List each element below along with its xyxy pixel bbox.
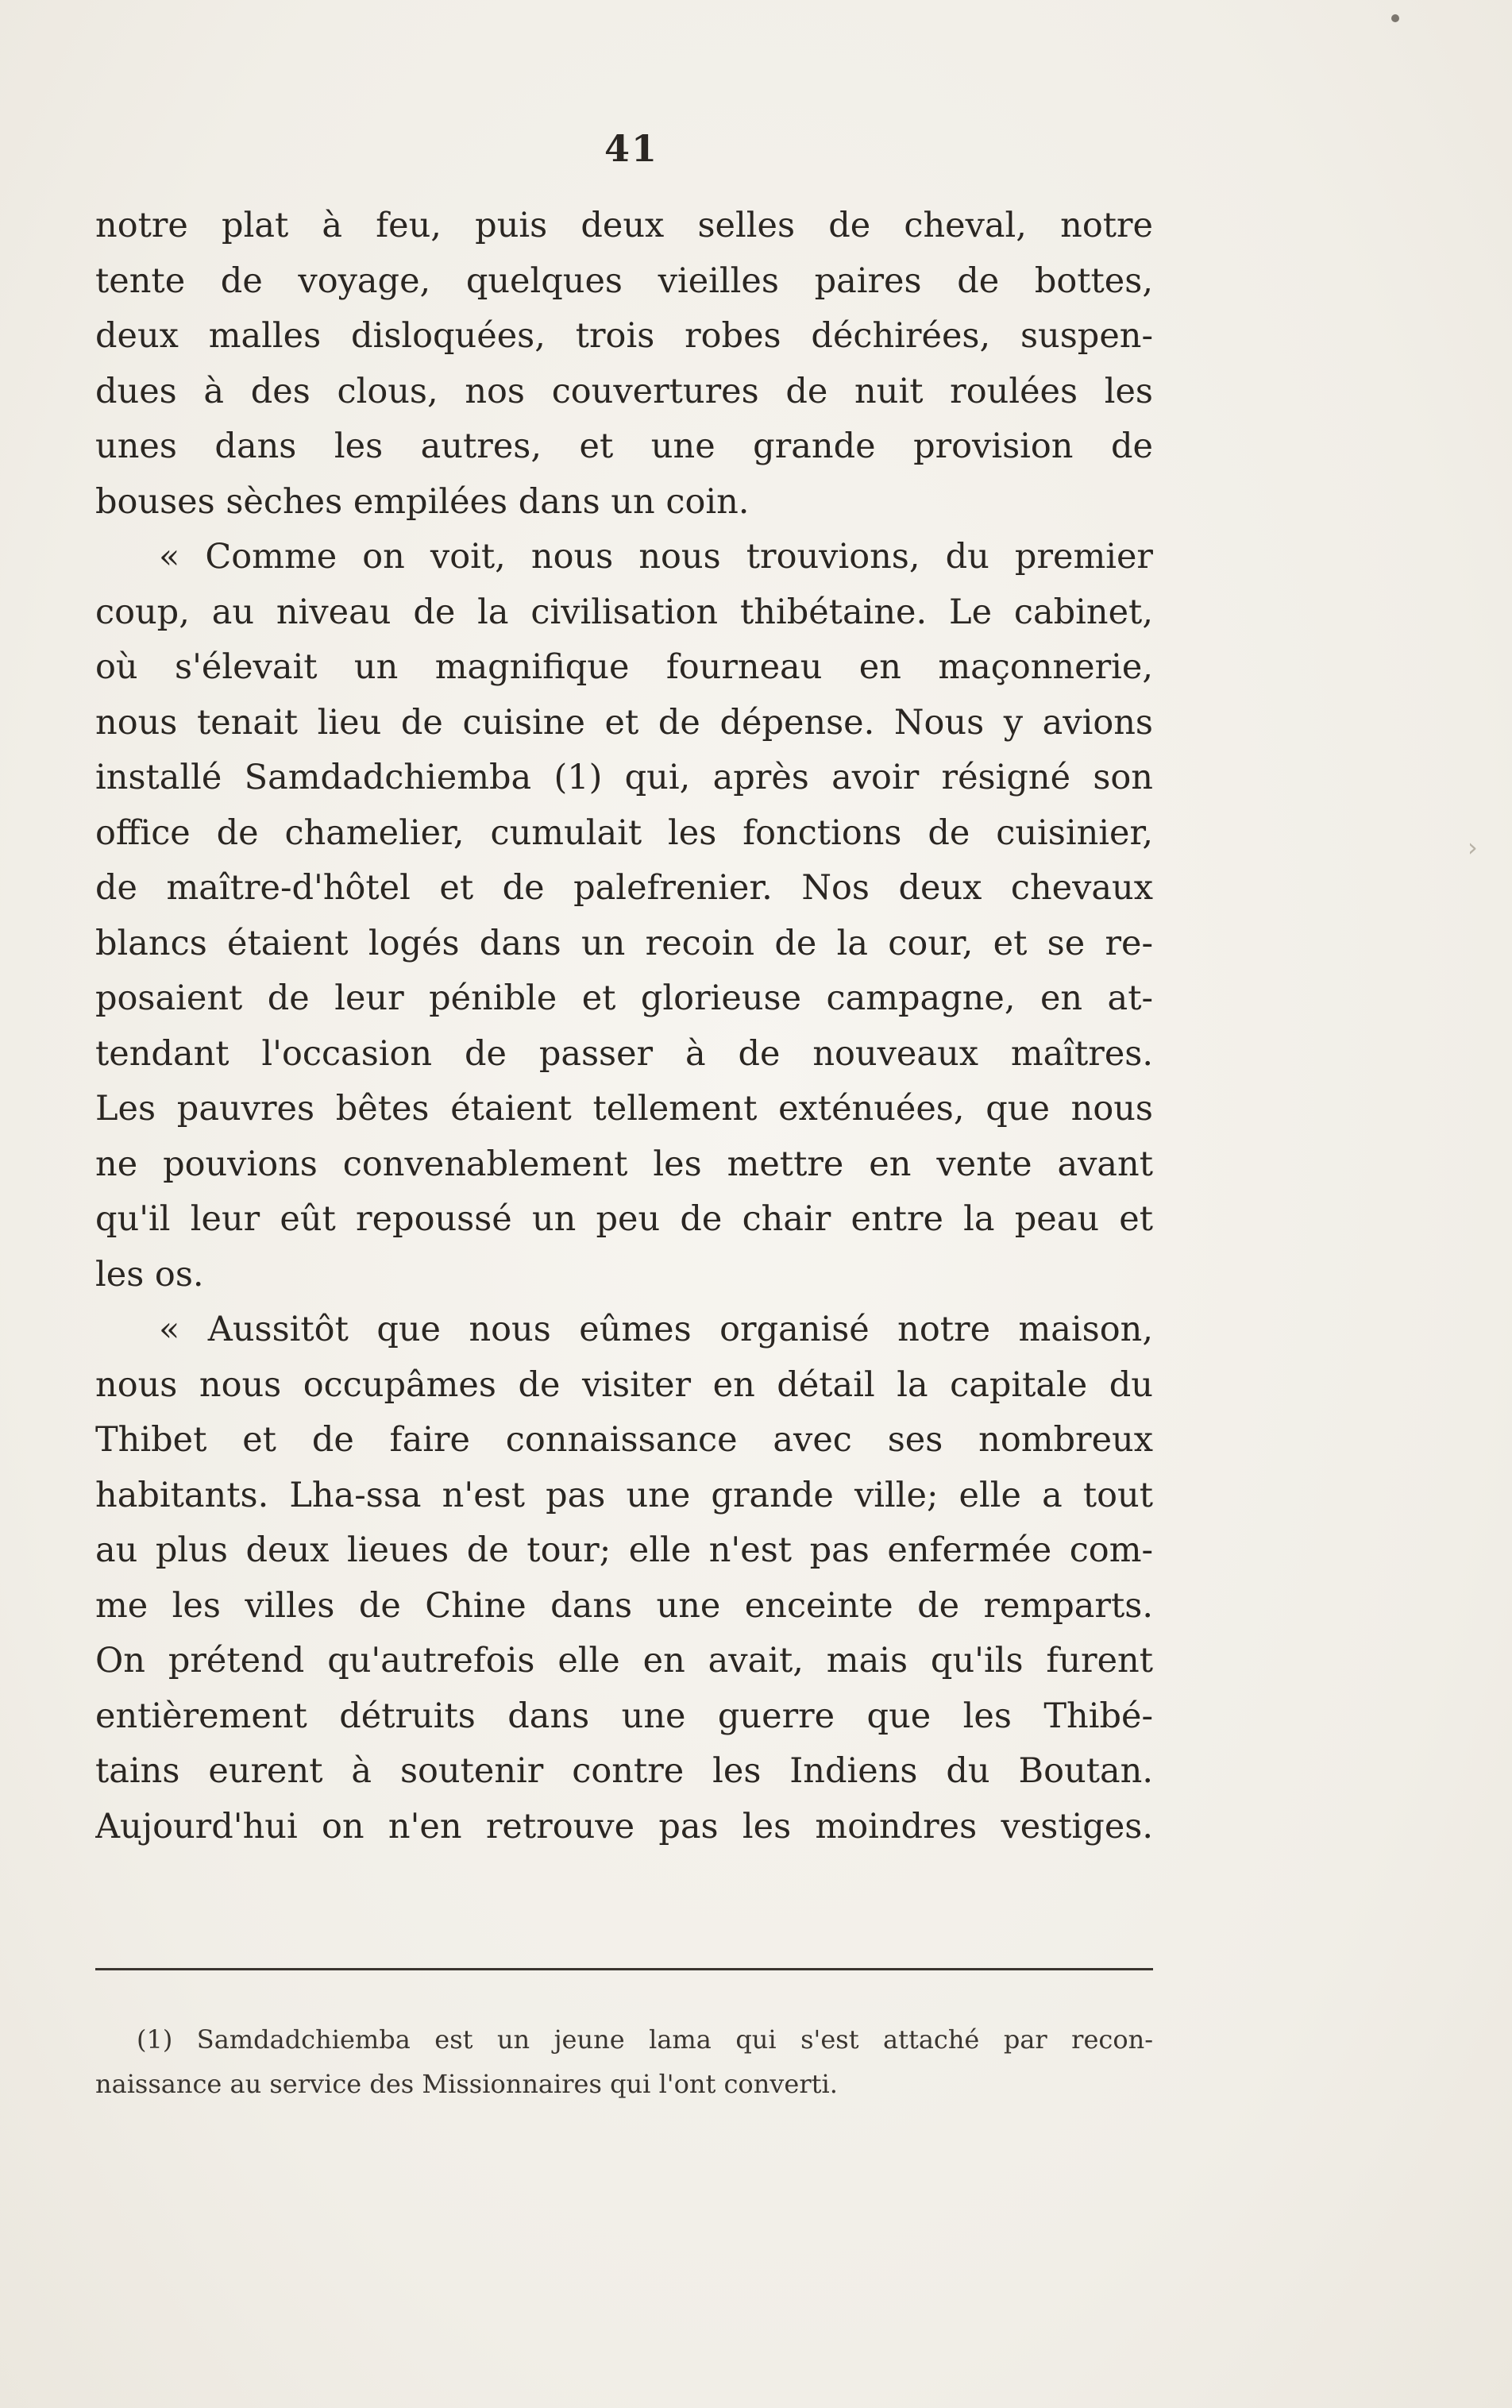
footnote (95, 2017, 1153, 2106)
footnote-line: (1) Samdadchiemba est un jeune lama qui s'est attaché par recon- (137, 2024, 1153, 2055)
text-line: « Comme on voit, nous nous trouvions, du premier (159, 537, 1153, 577)
ink-speck (1391, 14, 1399, 22)
text-line: office de chamelier, cumulait les fonctions de cuisinier, (95, 812, 1153, 853)
text-line: les os. (95, 1254, 204, 1295)
text-line: tente de voyage, quelques vieilles paires de bottes, (95, 260, 1153, 301)
text-line: tendant l'occasion de passer à de nouveaux maîtres. (95, 1033, 1153, 1074)
body-text (95, 199, 1153, 1854)
text-line: tains eurent à soutenir contre les Indiens du Boutan. (95, 1751, 1153, 1791)
text-line: dues à des clous, nos couvertures de nuit roulées les (95, 371, 1153, 411)
footnote-line: naissance au service des Missionnaires qui l'ont converti. (95, 2069, 838, 2099)
text-line: Aujourd'hui on n'en retrouve pas les moindres vestiges. (95, 1806, 1153, 1847)
text-line: bouses sèches empilées dans un coin. (95, 481, 750, 522)
text-line: nous tenait lieu de cuisine et de dépense. Nous y avions (95, 702, 1153, 743)
text-line: où s'élevait un magnifique fourneau en maçonnerie, (95, 647, 1153, 687)
text-line: deux malles disloquées, trois robes déchirées, suspen- (95, 316, 1153, 356)
text-line: Thibet et de faire connaissance avec ses nombreux (95, 1420, 1153, 1460)
text-line: de maître-d'hôtel et de palefrenier. Nos deux chevaux (95, 868, 1153, 908)
text-line: unes dans les autres, et une grande provision de (95, 426, 1153, 466)
text-line: coup, au niveau de la civilisation thibétaine. Le cabinet, (95, 592, 1153, 632)
text-line: installé Samdadchiemba (1) qui, après avoir résigné son (95, 758, 1153, 797)
text-line: qu'il leur eût repoussé un peu de chair entre la peau et (95, 1199, 1153, 1239)
text-line: nous nous occupâmes de visiter en détail la capitale du (95, 1364, 1153, 1405)
text-line: « Aussitôt que nous eûmes organisé notre maison, (159, 1310, 1153, 1349)
text-line: me les villes de Chine dans une enceinte de remparts. (95, 1585, 1153, 1626)
text-line: habitants. Lha-ssa n'est pas une grande ville; elle a tout (95, 1475, 1153, 1515)
text-line: On prétend qu'autrefois elle en avait, mais qu'ils furent (95, 1641, 1153, 1681)
footnote-separator (95, 1968, 1153, 1970)
text-line: posaient de leur pénible et glorieuse campagne, en at- (95, 978, 1153, 1018)
text-line: notre plat à feu, puis deux selles de cheval, notre (95, 206, 1153, 245)
text-line: entièrement détruits dans une guerre que les Thibé- (95, 1696, 1153, 1736)
text-line: au plus deux lieues de tour; elle n'est pas enfermée com- (95, 1530, 1153, 1570)
text-line: blancs étaient logés dans un recoin de la cour, et se re- (95, 923, 1153, 963)
margin-mark: › (1468, 832, 1478, 862)
text-line: ne pouvions convenablement les mettre en vente avant (95, 1144, 1153, 1184)
page-number: 41 (604, 127, 658, 170)
text-line: Les pauvres bêtes étaient tellement exténuées, que nous (95, 1089, 1153, 1129)
